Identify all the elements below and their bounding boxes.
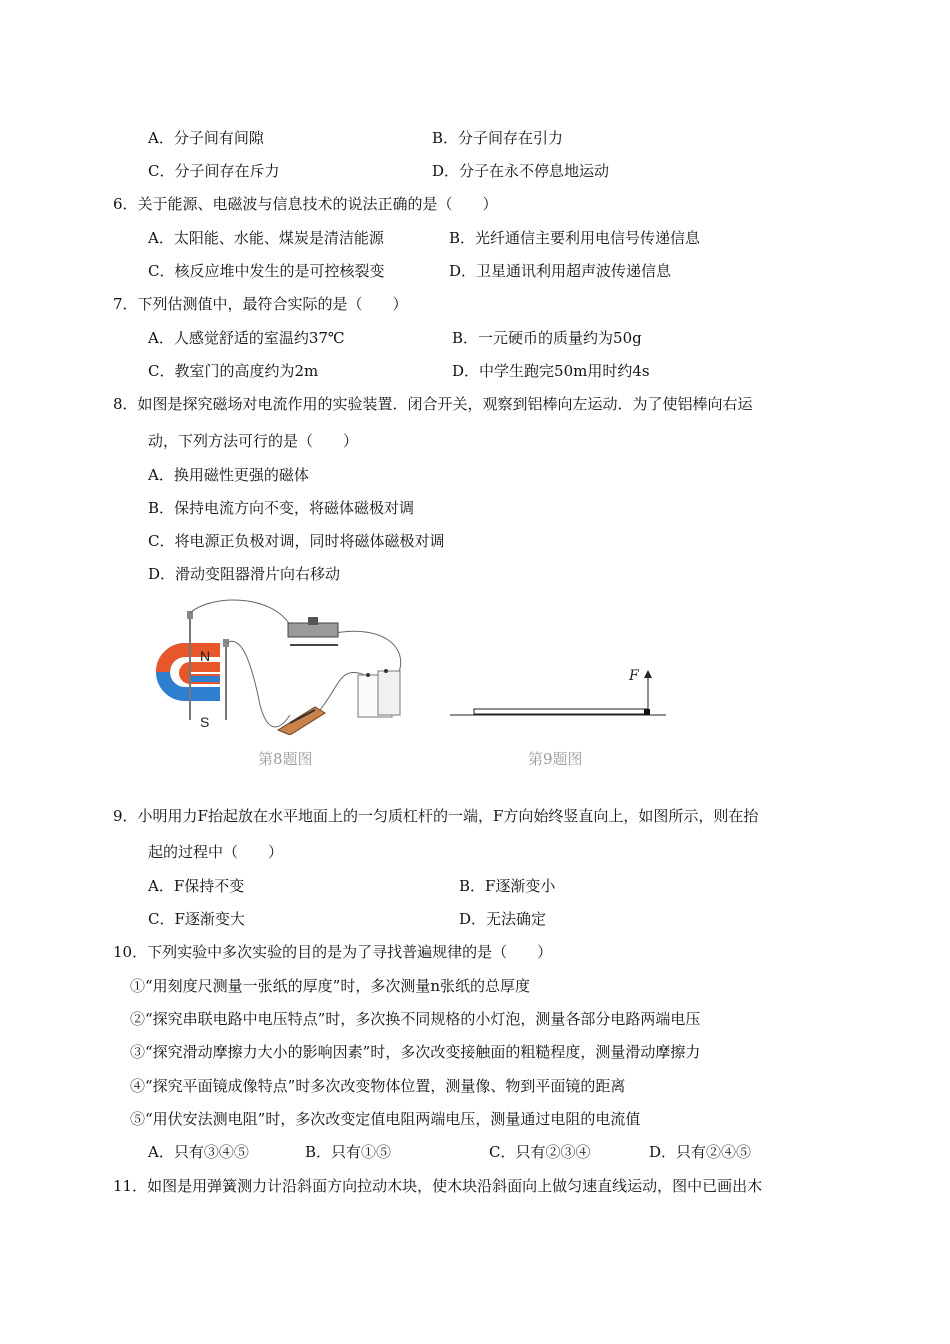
lever-end: [644, 709, 650, 715]
rheostat-slider: [308, 617, 318, 625]
q9-option-c: C．F逐渐变大: [148, 910, 245, 928]
rail-left-top: [187, 611, 193, 619]
q10-option-a: A．只有③④⑤: [148, 1143, 249, 1161]
force-label: F: [629, 668, 639, 684]
magnet-n-label: N: [200, 648, 211, 664]
q11-stem: 11．如图是用弹簧测力计沿斜面方向拉动木块，使木块沿斜面向上做匀速直线运动，图中已画出木: [113, 1177, 763, 1195]
q9-option-a: A．F保持不变: [148, 877, 245, 895]
q6-option-a: A．太阳能、水能、煤炭是清洁能源: [148, 229, 384, 247]
q5-option-d: D．分子在永不停息地运动: [432, 162, 610, 180]
q5-option-a: A．分子间有间隙: [148, 129, 264, 147]
q10-option-c: C．只有②③④: [489, 1143, 591, 1161]
q6-stem: 6．关于能源、电磁波与信息技术的说法正确的是（ ）: [113, 195, 498, 213]
fig8-apparatus: [150, 595, 420, 735]
q8-option-d: D．滑动变阻器滑片向右移动: [148, 565, 341, 583]
q10-item-2: ②“探究串联电路中电压特点”时，多次换不同规格的小灯泡，测量各部分电路两端电压: [130, 1010, 701, 1028]
q9-stem-line1: 9．小明用力F抬起放在水平地面上的一匀质杠杆的一端，F方向始终竖直向上，如图所示，则在抬: [113, 807, 759, 825]
rheostat: [288, 623, 338, 637]
battery-terminal: [366, 673, 370, 677]
q9-stem-line2: 起的过程中（ ）: [148, 843, 284, 861]
q9-option-d: D．无法确定: [459, 910, 547, 928]
q8-option-b: B．保持电流方向不变，将磁体磁极对调: [148, 499, 415, 517]
q10-option-d: D．只有②④⑤: [649, 1143, 752, 1161]
q8-stem-line2: 动，下列方法可行的是（ ）: [148, 432, 359, 450]
wire-1: [190, 600, 290, 625]
q10-item-5: ⑤“用伏安法测电阻”时，多次改变定值电阻两端电压，测量通过电阻的电流值: [130, 1110, 641, 1128]
q10-item-3: ③“探究滑动摩擦力大小的影响因素”时，多次改变接触面的粗糙程度，测量滑动摩擦力: [130, 1043, 701, 1061]
force-arrow-head: [644, 670, 652, 678]
fig8-caption: 第8题图: [258, 750, 313, 768]
q8-stem-line1: 8．如图是探究磁场对电流作用的实验装置．闭合开关，观察到铝棒向左运动．为了使铝棒向右运: [113, 395, 753, 413]
q7-option-c: C．教室门的高度约为2m: [148, 362, 319, 380]
q7-stem: 7．下列估测值中，最符合实际的是（ ）: [113, 295, 408, 313]
q5-option-c: C．分子间存在斥力: [148, 162, 280, 180]
lever-bar: [474, 709, 648, 714]
magnet-s-label: S: [200, 714, 210, 730]
q10-item-1: ①“用刻度尺测量一张纸的厚度”时，多次测量n张纸的总厚度: [130, 977, 531, 995]
wire-2: [335, 631, 401, 675]
q5-option-b: B．分子间存在引力: [432, 129, 564, 147]
wire-3: [226, 641, 290, 727]
q6-option-c: C．核反应堆中发生的是可控核裂变: [148, 262, 385, 280]
q7-option-b: B．一元硬币的质量约为50g: [452, 329, 642, 347]
q6-option-b: B．光纤通信主要利用电信号传递信息: [449, 229, 701, 247]
q9-option-b: B．F逐渐变小: [459, 877, 556, 895]
battery-cell-2: [378, 671, 400, 715]
q7-option-d: D．中学生跑完50m用时约4s: [452, 362, 650, 380]
battery-terminal: [384, 669, 388, 673]
q6-option-d: D．卫星通讯利用超声波传递信息: [449, 262, 672, 280]
q10-option-b: B．只有①⑤: [305, 1143, 392, 1161]
q8-option-c: C．将电源正负极对调，同时将磁体磁极对调: [148, 532, 445, 550]
fig9-lever: [448, 660, 668, 720]
fig9-caption: 第9题图: [528, 750, 583, 768]
q8-option-a: A．换用磁性更强的磁体: [148, 466, 309, 484]
q10-stem: 10．下列实验中多次实验的目的是为了寻找普遍规律的是（ ）: [113, 943, 553, 961]
q7-option-a: A．人感觉舒适的室温约37℃: [148, 329, 345, 347]
q10-item-4: ④“探究平面镜成像特点”时多次改变物体位置，测量像、物到平面镜的距离: [130, 1077, 626, 1095]
